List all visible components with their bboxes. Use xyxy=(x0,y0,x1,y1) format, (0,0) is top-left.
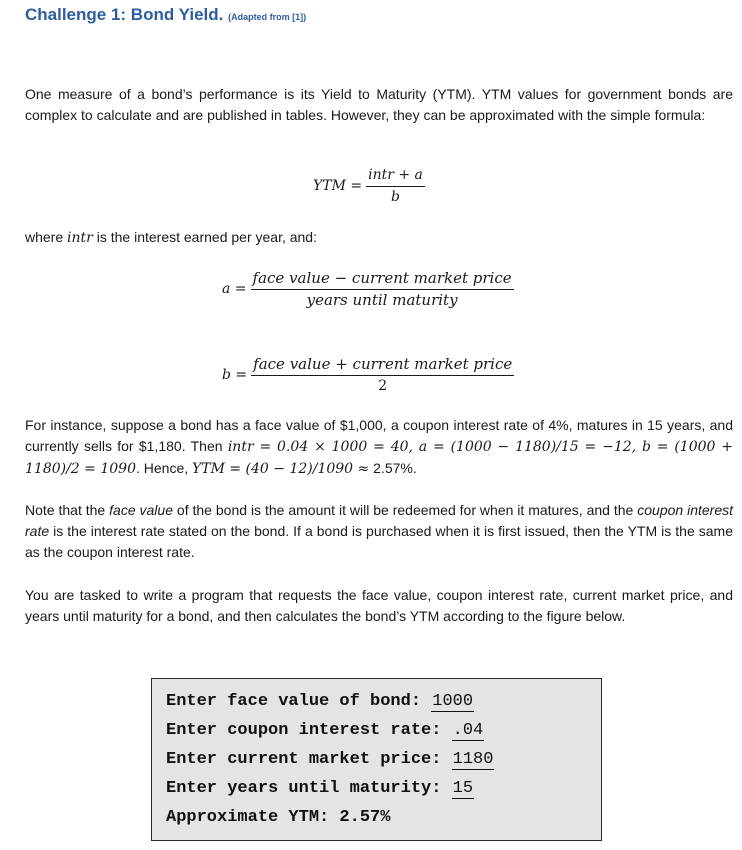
a-formula-lhs: a = xyxy=(222,281,247,297)
task-paragraph: You are tasked to write a program that requests the face value, coupon interest rate, current market price, and years until maturity for a bond, and then calculates the bond’s YTM according to the figure below. xyxy=(25,587,733,624)
example-text-1: For instance, suppose a bond has a face value of $1,000, a coupon interest rate of 4%, matures in 15 years, and currently sells for $1,180. Then xyxy=(25,417,733,454)
console-line xyxy=(166,747,601,776)
where-prefix: where xyxy=(25,229,68,245)
intro-paragraph: One measure of a bond’s performance is its Yield to Maturity (YTM). YTM values for government bonds are complex to calculate and are published in tables. However, they can be approximated with the simple formula: xyxy=(25,86,733,123)
note-emph-face-value: face value xyxy=(109,502,173,518)
console-line xyxy=(166,776,601,805)
title-source-note: (Adapted from [1]) xyxy=(228,12,307,22)
console-input: 1000 xyxy=(432,692,474,711)
console-line xyxy=(166,718,601,747)
note-text-2: of the bond is the amount it will be redeemed for when it matures, and the xyxy=(173,502,638,518)
b-numerator: face value + current market price xyxy=(251,354,514,376)
ytm-denominator: b xyxy=(391,189,400,205)
title-main: Challenge 1: Bond Yield. xyxy=(25,5,224,24)
note-text-3: is the interest rate stated on the bond. If a bond is purchased when it is first issued, then the YTM is the same as the coupon interest rate. xyxy=(25,523,733,560)
a-formula xyxy=(222,268,514,311)
note-emph-coupon-rate: coupon interest rate xyxy=(25,502,734,539)
b-denominator: 2 xyxy=(378,378,388,394)
a-fraction xyxy=(251,268,514,311)
where-paragraph xyxy=(25,227,733,249)
console-input: 15 xyxy=(452,779,474,798)
console-input: 1180 xyxy=(452,750,494,769)
ytm-formula-lhs: YTM = xyxy=(313,178,363,194)
ytm-numerator: intr + a xyxy=(366,165,425,187)
example-text-3: 2.57%. xyxy=(369,460,417,476)
console-prompt: Enter face value of bond: xyxy=(166,692,432,711)
where-suffix: is the interest earned per year, and: xyxy=(92,229,317,245)
example-text-2: . Hence, xyxy=(135,460,193,476)
b-formula-lhs: b = xyxy=(222,367,248,383)
ytm-fraction xyxy=(366,165,425,208)
example-calc-expr: intr = 0.04 × 1000 = 40, a = (1000 − 1180)/15 = −12, b = (1000 + 1180)/2 = 1090 xyxy=(25,439,734,477)
note-text-1: Note that the xyxy=(25,502,110,518)
console-prompt: Enter coupon interest rate: xyxy=(166,721,452,740)
b-fraction xyxy=(251,354,514,397)
console-output-figure xyxy=(151,678,602,841)
challenge-title xyxy=(25,3,306,29)
ytm-formula xyxy=(313,165,425,208)
a-numerator: face value − current market price xyxy=(251,268,514,290)
console-input: .04 xyxy=(452,721,484,740)
where-var: intr xyxy=(67,230,93,246)
console-line xyxy=(166,689,601,718)
console-prompt: Enter years until maturity: xyxy=(166,779,452,798)
example-paragraph xyxy=(25,415,733,480)
note-paragraph xyxy=(25,500,733,563)
console-result: Approximate YTM: 2.57% xyxy=(166,808,391,827)
b-formula xyxy=(222,354,514,397)
a-denominator: years until maturity xyxy=(306,291,458,309)
example-ytm-expr: YTM = (40 − 12)/1090 ≈ xyxy=(192,461,370,477)
console-prompt: Enter current market price: xyxy=(166,750,452,769)
